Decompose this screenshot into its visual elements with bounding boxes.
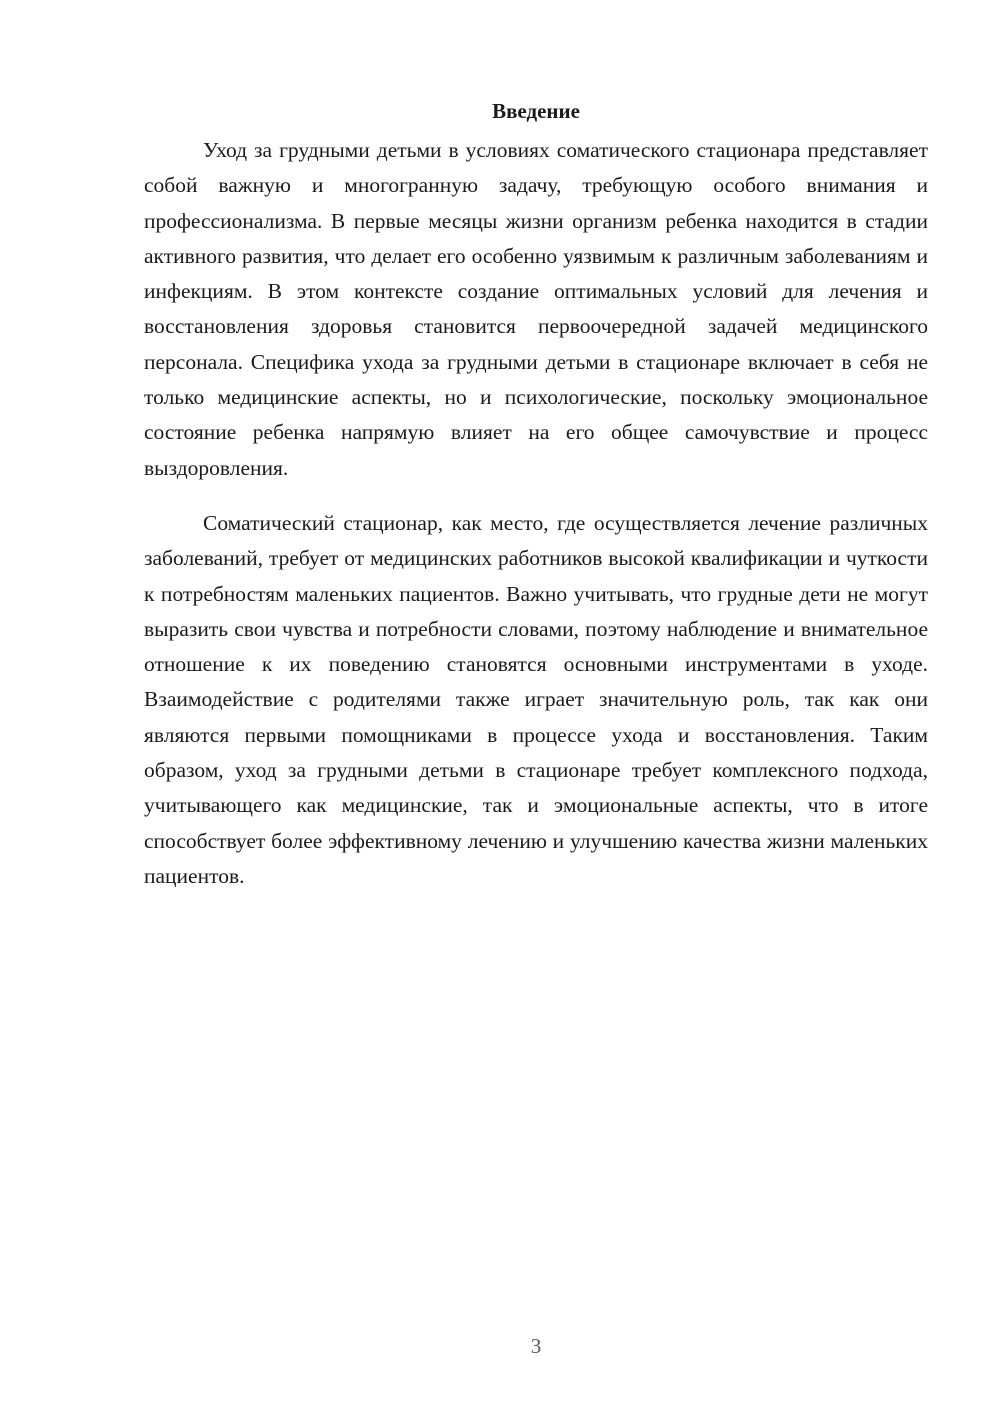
page-number: 3	[530, 1334, 542, 1358]
section-heading: Введение	[492, 99, 580, 123]
paragraph-2: Соматический стационар, как место, где осуществляется лечение различных заболеваний, требует от медицинских работников высокой квалификации и чуткости к потребностям маленьких пациентов. Важно учитывать, что грудные дети не могут выразить свои чувства и потребности словами, поэтому наблюдение и внимательное отношение к их поведению становятся основными инструментами в уходе. Взаимодействие с родителями также играет значительную роль, так как они являются первыми помощниками в процессе ухода и восстановления. Таким образом, уход за грудными детьми в стационаре требует комплексного подхода, учитывающего как медицинские, так и эмоциональные аспекты, что в итоге способствует более эффективному лечению и улучшению качества жизни маленьких пациентов.	[144, 510, 928, 888]
paragraph-1: Уход за грудными детьми в условиях соматического стационара представляет собой важную и многогранную задачу, требующую особого внимания и профессионализма. В первые месяцы жизни организм ребенка находится в стадии активного развития, что делает его особенно уязвимым к различным заболеваниям и инфекциям. В этом контексте создание оптимальных условий для лечения и восстановления здоровья становится первоочередной задачей медицинского персонала. Специфика ухода за грудными детьми в стационаре включает в себя не только медицинские аспекты, но и психологические, поскольку эмоциональное состояние ребенка напрямую влияет на его общее самочувствие и процесс выздоровления.	[144, 138, 928, 480]
page-content	[144, 93, 928, 894]
